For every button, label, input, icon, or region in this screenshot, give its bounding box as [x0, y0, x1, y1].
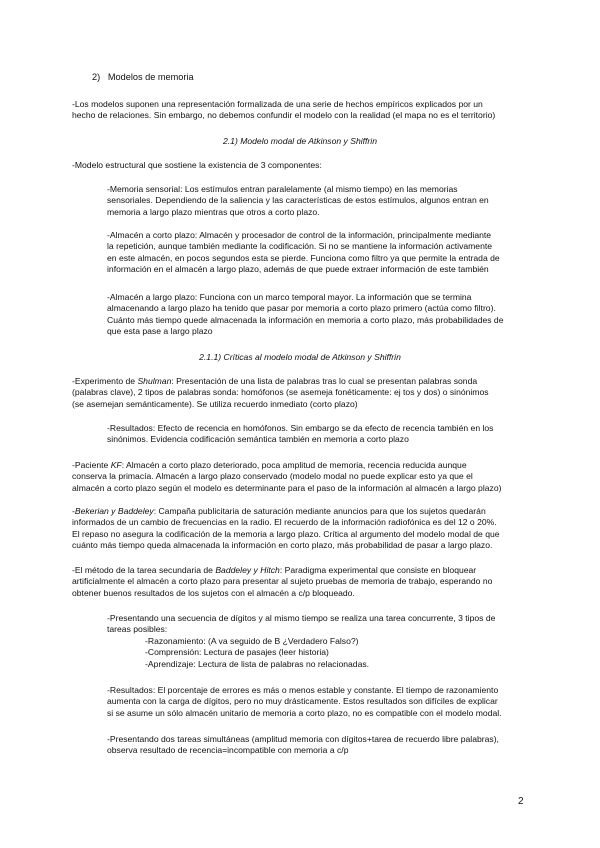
text-line: El repaso no asegura la codificación de la memoria a largo plazo. Crítica al argumento del modelo modal de que — [72, 528, 500, 539]
text-fragment: : Almacén a corto plazo deteriorado, poca amplitud de memoria, recencia reducida aunque — [121, 460, 467, 470]
text-line: memoria a largo plazo mientras que otros a corto plazo. — [107, 206, 320, 217]
text-line: sensoriales. Dependiendo de la saliencia y las características de estos estímulos, algunos entran en — [107, 195, 489, 206]
text-fragment: : Presentación de una lista de palabras tras lo cual se presentan palabras sonda — [171, 376, 478, 386]
patient-name: KF — [110, 460, 122, 470]
text-line: -Resultados: Efecto de recencia en homófonos. Sin embargo se da efecto de recencia también en los — [107, 423, 494, 433]
text-line — [72, 376, 489, 387]
text-fragment: -Experimento de — [72, 376, 138, 386]
list-item: -Razonamiento: (A va seguido de B ¿Verdadero Falso?) — [145, 636, 359, 646]
tareas-list — [145, 636, 369, 670]
text-line: -Presentando una secuencia de dígitos y al mismo tiempo se realiza una tarea concurrente, 3 tipos de — [107, 613, 496, 623]
subsection-title-modal: 2.1) Modelo modal de Atkinson y Shiffrin — [223, 136, 377, 146]
text-line: Cuánto más tiempo quede almacenada la información en memoria a corto plazo, más probabilidades de — [107, 314, 504, 325]
text-line: la repetición, aunque también mediante la codificación. Si no se mantiene la información activamente — [107, 241, 493, 252]
page-number: 2 — [518, 796, 524, 807]
resultados-paragraph — [107, 685, 502, 719]
text-line: tareas posibles: — [107, 624, 168, 635]
intro-paragraph — [72, 99, 495, 122]
bekerian-paragraph — [72, 506, 500, 551]
text-line: que esta pase a largo plazo — [107, 325, 213, 336]
text-line: -Modelo estructural que sostiene la existencia de 3 componentes: — [72, 160, 322, 170]
text-line: cuánto más tiempo queda almacenada la información en corto plazo, más probabilidad de pasar a largo plazo. — [72, 539, 493, 550]
list-item: -Aprendizaje: Lectura de lista de palabras no relacionadas. — [145, 658, 370, 669]
text-fragment: - — [72, 506, 75, 516]
text-fragment: : Paradigma experimental que consiste en bloquear — [279, 565, 477, 575]
kf-paragraph — [72, 460, 501, 494]
text-line: obtener buenos resultados de los sujetos con el almacén a c/p bloqueado. — [72, 587, 355, 598]
text-fragment: -Paciente — [72, 460, 111, 470]
text-line: -Almacén a corto plazo: Almacén y procesador de control de la información, principalmente mediante — [107, 230, 492, 240]
almacen-corto-plazo-paragraph — [107, 230, 500, 275]
text-line: informados de un cambio de frecuencias en la radio. El recuerdo de la información radiofónica es del 12 o 20%. — [72, 517, 497, 528]
structural-paragraph — [72, 160, 322, 171]
baddeley-hitch-paragraph — [72, 565, 492, 599]
section-title: Modelos de memoria — [107, 72, 194, 82]
text-fragment: -El método de la tarea secundaria de — [72, 565, 216, 575]
shulman-results-paragraph — [107, 423, 493, 446]
simultaneas-paragraph — [107, 734, 499, 757]
text-line: en este almacén, en pocos segundos esta se pierde. Funciona como filtro ya que permite la entrada de — [107, 252, 500, 263]
text-line: observa resultado de recencia=incompatible con memoria a c/p — [107, 745, 349, 756]
section-number: 2) — [92, 72, 101, 82]
text-line — [72, 460, 501, 471]
text-line: conserva la primacía. Almacén a largo plazo conservado (modelo modal no puede explicar esto ya que el — [72, 471, 473, 482]
secuencia-paragraph — [107, 613, 495, 636]
text-line: si se asume un sólo almacén unitario de memoria a corto plazo, no es compatible con el modelo modal. — [107, 707, 502, 718]
author-name: Shulman — [137, 376, 172, 386]
author-name: Baddeley y Hitch — [215, 565, 280, 575]
text-line: artificialmente el almacén a corto plazo para presentar al sujeto pruebas de memoria de trabajo, esperando no — [72, 576, 493, 587]
text-line: almacén a corto plazo según el modelo es determinante para el paso de la información al almacén a largo plazo) — [72, 482, 502, 493]
almacen-largo-plazo-paragraph — [107, 292, 504, 337]
text-line: hecho de relaciones. Sin embargo, no debemos confundir el modelo con la realidad (el mapa no es el territorio) — [72, 110, 496, 121]
text-line: aumenta con la carga de dígitos, pero no muy drásticamente. Estos resultados son difíciles de explicar — [107, 696, 498, 707]
text-line: -Memoria sensorial: Los estímulos entran paralelamente (al mismo tiempo) en las memorias — [107, 184, 458, 194]
text-line: sinónimos. Evidencia codificación semántica también en memoria a corto plazo — [107, 434, 409, 445]
text-line: información en el almacén a largo plazo, además de que puede extraer información de este también — [107, 263, 489, 274]
text-line: -Presentando dos tareas simultáneas (amplitud memoria con dígitos+tarea de recuerdo libre palabras), — [107, 734, 499, 744]
text-line — [72, 565, 492, 576]
text-line: (palabras clave), 2 tipos de palabras sonda: homófonos (se asemeja fonéticamente: ej tos y dos) o sinónimos — [72, 387, 489, 398]
text-line — [72, 506, 500, 517]
text-line: -Los modelos suponen una representación formalizada de una serie de hechos empíricos explicados por un — [72, 99, 483, 109]
text-line: (se asemejan semánticamente). Se utiliza recuerdo inmediato (corto plazo) — [72, 398, 358, 409]
text-line: -Almacén a largo plazo: Funciona con un marco temporal mayor. La información que se termina — [107, 292, 472, 302]
memoria-sensorial-paragraph — [107, 184, 489, 218]
list-item: -Comprensión: Lectura de pasajes (leer historia) — [145, 647, 329, 658]
shulman-paragraph — [72, 376, 489, 410]
text-fragment: : Campaña publicitaria de saturación mediante anuncios para que los sujetos quedarán — [153, 506, 486, 516]
section-heading — [92, 72, 194, 83]
text-line: almacenando a largo plazo ha tenido que pasar por memoria a corto plazo primero (actúa como filtro). — [107, 303, 496, 314]
subsection-title-criticas: 2.1.1) Críticas al modelo modal de Atkinson y Shiffrin — [199, 352, 401, 362]
author-name: Bekerian y Baddeley — [74, 506, 154, 516]
text-line: -Resultados: El porcentaje de errores es más o menos estable y constante. El tiempo de razonamiento — [107, 685, 499, 695]
